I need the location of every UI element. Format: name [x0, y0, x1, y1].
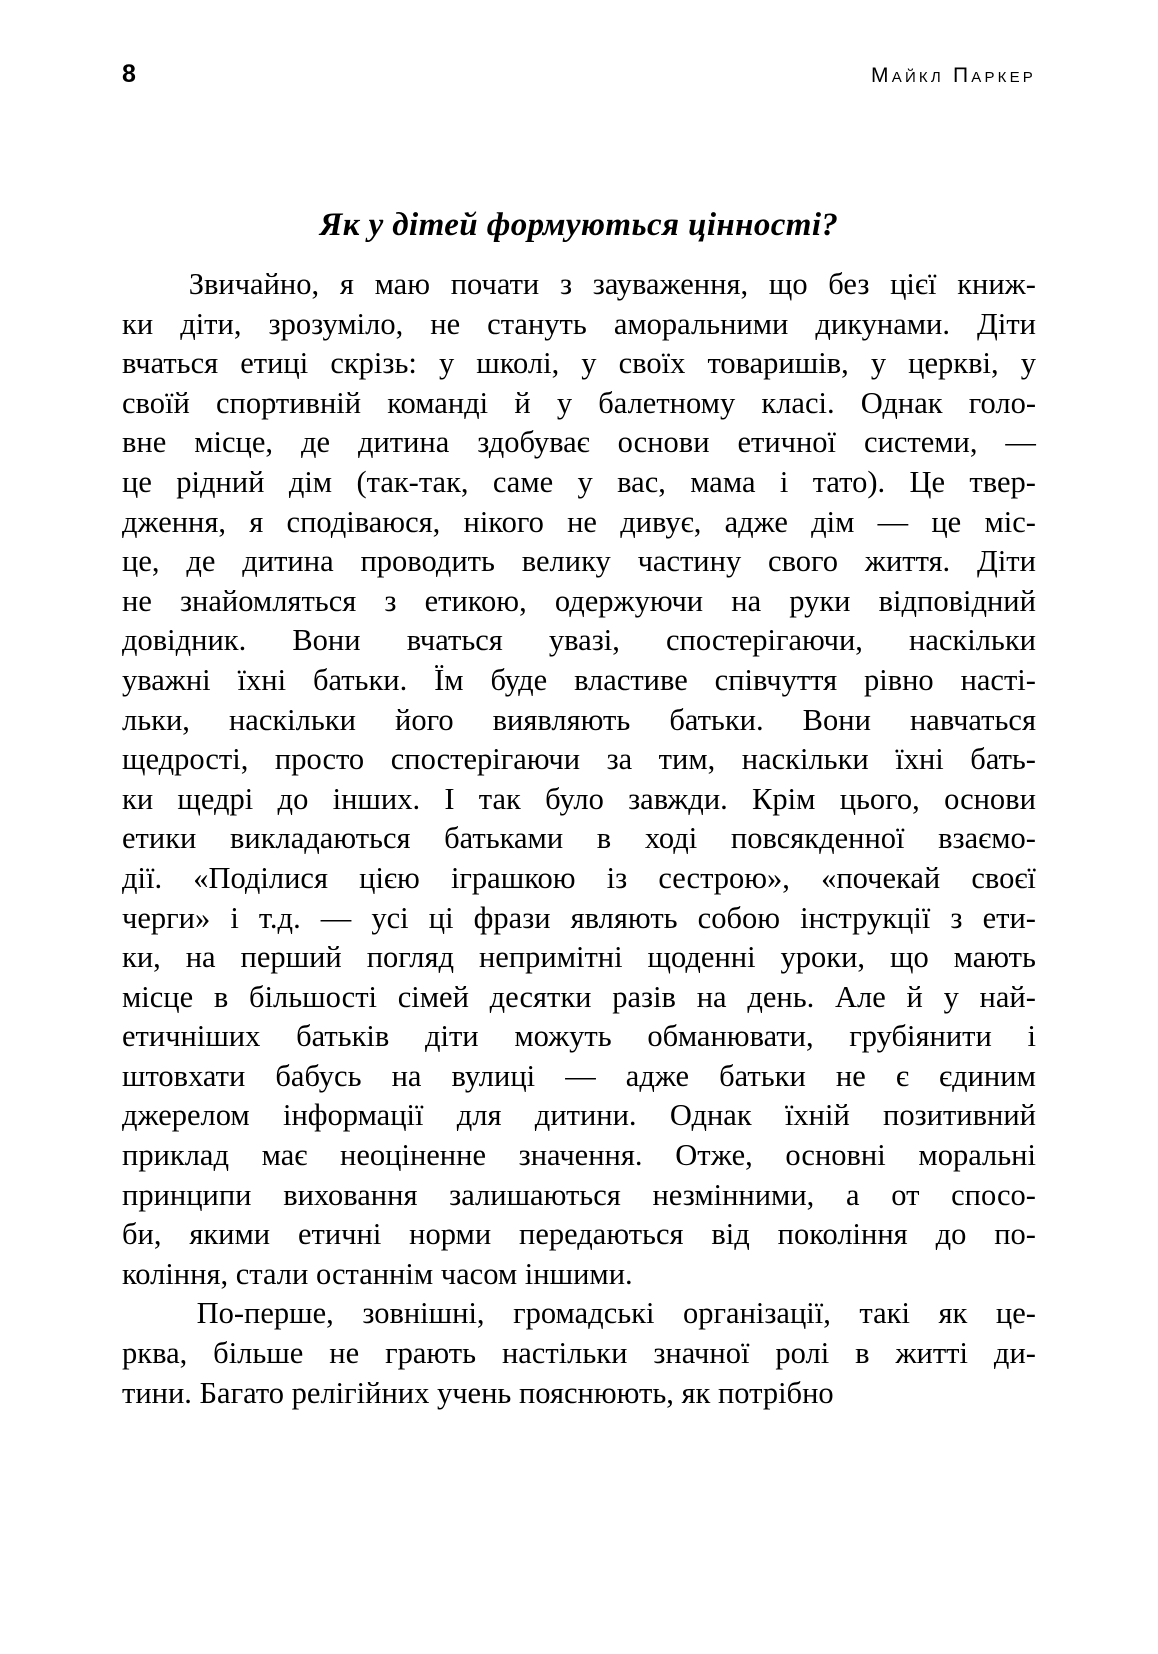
word: мають [953, 940, 1036, 975]
word: етичні [297, 1217, 382, 1252]
word: адже [625, 1058, 690, 1093]
running-head-author: Майкл Паркер [871, 64, 1036, 87]
text-line [122, 384, 1036, 424]
word: Але [834, 979, 886, 1014]
word: аморальними [613, 306, 789, 341]
word: повсякденної [730, 821, 905, 856]
word: для [456, 1098, 502, 1133]
word: було [545, 781, 604, 816]
word: погляд [366, 940, 455, 975]
word: інформації [282, 1098, 424, 1133]
word: десятки [489, 979, 592, 1014]
word: адже [724, 504, 788, 539]
word: бать- [970, 742, 1036, 777]
word: тато). [812, 464, 886, 499]
text-line [122, 1294, 1036, 1334]
body-text-block [122, 265, 1036, 1413]
word: довідник. [122, 623, 247, 658]
word: (так-так, [356, 464, 469, 499]
word: своїх [618, 346, 686, 381]
text-line [122, 621, 1036, 661]
word: передаються [519, 1217, 684, 1252]
text-line [122, 1176, 1036, 1216]
word: я [249, 504, 264, 539]
word: у [943, 979, 959, 1014]
word: школі, [476, 346, 560, 381]
text-line [122, 463, 1036, 503]
word: якими [189, 1217, 271, 1252]
word: одержуючи [554, 583, 704, 618]
word: дикунами. [815, 306, 950, 341]
word: обманювати, [647, 1019, 814, 1054]
word: тим, [658, 742, 716, 777]
word: батьки. [669, 702, 764, 737]
word: батьки. [312, 662, 408, 697]
word: не [835, 1058, 866, 1093]
word: балетному [598, 385, 736, 420]
text-line: коління, стали останнім часом іншими. [122, 1256, 633, 1291]
word: велику [521, 544, 611, 579]
word: Отже, [675, 1138, 753, 1173]
word: відповідний [878, 583, 1036, 618]
text-line [122, 1096, 1036, 1136]
word: це- [995, 1296, 1036, 1331]
word: взаємо- [938, 821, 1036, 856]
word: цією [359, 860, 420, 895]
word: штовхати [122, 1058, 246, 1093]
word: дім [288, 464, 333, 499]
text-line [122, 503, 1036, 543]
word: до [277, 781, 309, 816]
word: у [556, 385, 573, 420]
word: організації, [683, 1296, 831, 1331]
word: класі. [761, 385, 835, 420]
word: дитини. [534, 1098, 637, 1133]
word: грубіянити [849, 1019, 992, 1054]
word: де [186, 544, 216, 579]
word: насті- [960, 662, 1036, 697]
word: виховання [283, 1177, 418, 1212]
paragraph-1 [122, 265, 1036, 1294]
word: Це [909, 464, 946, 499]
word: зовнішні, [362, 1296, 485, 1331]
word: викладаються [229, 821, 411, 856]
word: основні [785, 1138, 886, 1173]
word: на [731, 583, 762, 618]
word: навчаться [909, 702, 1036, 737]
word: міс- [984, 504, 1036, 539]
word: що [768, 267, 808, 301]
word: їхні [237, 662, 287, 697]
word: дитина [357, 425, 450, 460]
word: з [559, 267, 573, 301]
word: єдиним [939, 1058, 1036, 1093]
text-line [122, 423, 1036, 463]
word: батьки [719, 1058, 806, 1093]
word: спостерігаючи [390, 742, 581, 777]
word: з [384, 583, 397, 618]
word: не [430, 306, 461, 341]
word: «Поділися [193, 860, 328, 895]
word: дім [811, 504, 855, 539]
word: з [950, 900, 963, 935]
word: Діти [977, 306, 1036, 341]
word: мама [690, 464, 756, 499]
word: значення. [518, 1138, 643, 1173]
word: дивує, [620, 504, 702, 539]
word: іграшкою [450, 860, 576, 895]
word: дження, [122, 504, 227, 539]
word: принципи [122, 1177, 252, 1212]
text-line [122, 819, 1036, 859]
word: уроки, [780, 940, 866, 975]
word: є [895, 1058, 909, 1093]
word: місце [122, 979, 194, 1014]
page-number: 8 [122, 60, 136, 88]
word: твер- [969, 464, 1036, 499]
word: на [185, 940, 216, 975]
word: вне [122, 425, 167, 460]
word: моральні [918, 1138, 1036, 1173]
word: де [300, 425, 330, 460]
word: непримітні [478, 940, 623, 975]
word: на [391, 1058, 422, 1093]
word: спостерігаючи, [665, 623, 863, 658]
word: можуть [514, 1019, 612, 1054]
text-line [122, 1057, 1036, 1097]
word: цієї [890, 267, 937, 301]
word: незмінними, [652, 1177, 815, 1212]
word: ролі [775, 1336, 830, 1371]
text-line [122, 542, 1036, 582]
word: у [581, 346, 597, 381]
word: вулиці [451, 1058, 536, 1093]
word: не [329, 1336, 360, 1371]
word: свого [768, 544, 839, 579]
paragraph-2 [122, 1294, 1036, 1413]
running-head [122, 62, 1036, 102]
word: дії. [122, 860, 163, 895]
word: — [877, 504, 909, 539]
word: — [320, 900, 352, 935]
word: значної [653, 1336, 750, 1371]
word: своїй [122, 385, 190, 420]
word: як [938, 1296, 968, 1331]
word: наскільки [741, 742, 869, 777]
word: спосо- [951, 1177, 1036, 1212]
text-line [122, 780, 1036, 820]
word: Вони [802, 702, 871, 737]
word: ки, [122, 940, 161, 975]
word: Крім [752, 781, 816, 816]
word: так [478, 781, 521, 816]
word: перший [240, 940, 342, 975]
word: сімей [397, 979, 469, 1014]
word: собою [697, 900, 780, 935]
word: разів [612, 979, 676, 1014]
word: що [889, 940, 929, 975]
text-line [122, 701, 1036, 741]
word: знайомляться [180, 583, 357, 618]
word: більше [213, 1336, 304, 1371]
word: день. [747, 979, 815, 1014]
word: має [261, 1138, 308, 1173]
text-line [122, 305, 1036, 345]
paragraph-indent [122, 265, 168, 305]
word: щедрості, [122, 742, 249, 777]
word: я [339, 267, 354, 301]
word: фрази [473, 900, 551, 935]
word: наскільки [909, 623, 1036, 658]
word: такі [859, 1296, 910, 1331]
word: більшості [249, 979, 378, 1014]
word: виявляють [492, 702, 631, 737]
word: їхні [895, 742, 944, 777]
word: і [1027, 1019, 1036, 1054]
word: грають [385, 1336, 476, 1371]
word: по- [994, 1217, 1036, 1252]
word: його [395, 702, 454, 737]
text-line [122, 859, 1036, 899]
word: уважні [122, 662, 211, 697]
word: етичніших [122, 1019, 261, 1054]
word: й [514, 385, 531, 420]
word: бабусь [275, 1058, 362, 1093]
word: залишаються [449, 1177, 621, 1212]
word: най- [979, 979, 1036, 1014]
word: громадські [513, 1296, 655, 1331]
word: маю [374, 267, 431, 301]
text-line [122, 265, 1036, 305]
word: із [606, 860, 628, 895]
word: батьків [296, 1019, 390, 1054]
word: дитина [242, 544, 334, 579]
word: Їм [434, 662, 464, 697]
word: вчаться [122, 346, 219, 381]
word: буде [490, 662, 548, 697]
word: сподіваюся, [286, 504, 441, 539]
word: голо- [968, 385, 1036, 420]
word: Звичайно, [188, 267, 320, 301]
word: би, [122, 1217, 162, 1252]
word: черги» [122, 900, 211, 935]
word: системи, [863, 425, 978, 460]
word: інших. [332, 781, 421, 816]
word: їхній [784, 1098, 850, 1133]
word: товаришів, [707, 346, 849, 381]
word: неоціненне [340, 1138, 486, 1173]
word: а [846, 1177, 860, 1212]
word: норми [409, 1217, 492, 1252]
word: за [606, 742, 633, 777]
word: спортивній [215, 385, 362, 420]
word: це, [122, 544, 160, 579]
word: скрізь: [330, 346, 417, 381]
text-line [122, 978, 1036, 1018]
word: у [870, 346, 887, 381]
word: щоденні [647, 940, 756, 975]
word: житті [895, 1336, 968, 1371]
word: етики [122, 821, 197, 856]
word: нікого [463, 504, 544, 539]
word: книж- [957, 267, 1036, 301]
word: основи [944, 781, 1036, 816]
word: По-перше, [196, 1296, 334, 1331]
word: і [779, 464, 789, 499]
word: ети- [982, 900, 1036, 935]
word: «почекай [821, 860, 941, 895]
word: команді [387, 385, 489, 420]
word: на [696, 979, 727, 1014]
word: завжди. [628, 781, 728, 816]
section-heading: Як у дітей формуються цінності? [319, 207, 839, 244]
word: у [577, 464, 593, 499]
text-line [122, 582, 1036, 622]
word: рівно [863, 662, 934, 697]
word: настільки [501, 1336, 628, 1371]
word: зрозуміло, [268, 306, 404, 341]
text-line [122, 1136, 1036, 1176]
word: в [596, 821, 612, 856]
word: і [230, 900, 239, 935]
word: властиве [574, 662, 688, 697]
word: щедрі [177, 781, 254, 816]
word: ході [644, 821, 698, 856]
word: вчаться [406, 623, 503, 658]
word: т.д. [258, 900, 301, 935]
word: й [906, 979, 923, 1014]
word: співчуття [714, 662, 838, 697]
word: стануть [487, 306, 587, 341]
word: Однак [669, 1098, 752, 1133]
word: ки [122, 781, 154, 816]
word: являють [570, 900, 678, 935]
word: батьками [444, 821, 564, 856]
word: просто [274, 742, 365, 777]
word: Вони [292, 623, 361, 658]
word: Діти [977, 544, 1036, 579]
word: не [122, 583, 152, 618]
word: це [931, 504, 962, 539]
word: приклад [122, 1138, 229, 1173]
text-line [122, 899, 1036, 939]
word: льки, [122, 702, 190, 737]
word: усі [371, 900, 409, 935]
word: позитивний [883, 1098, 1036, 1133]
word: до [935, 1217, 967, 1252]
word: — [565, 1058, 596, 1093]
word: І [444, 781, 455, 816]
word: от [891, 1177, 920, 1212]
word: етиці [240, 346, 309, 381]
word: частину [637, 544, 742, 579]
text-line [122, 1215, 1036, 1255]
word: цього, [839, 781, 920, 816]
word: у [1020, 346, 1036, 381]
word: джерелом [122, 1098, 250, 1133]
word: сестрою», [658, 860, 790, 895]
word: рква, [122, 1336, 188, 1371]
word: церкві, [908, 346, 999, 381]
text-line: тини. Багато релігійних учень пояснюють, як потрібно [122, 1375, 834, 1410]
paragraph-indent [122, 1294, 168, 1334]
word: у [438, 346, 455, 381]
word: ди- [993, 1336, 1036, 1371]
word: своєї [971, 860, 1036, 895]
text-line [122, 344, 1036, 384]
word: наскільки [228, 702, 356, 737]
word: покоління [777, 1217, 908, 1252]
word: без [828, 267, 870, 301]
word: це [122, 464, 152, 499]
word: рідний [176, 464, 265, 499]
word: проводить [360, 544, 495, 579]
word: руки [789, 583, 851, 618]
word: увазі, [548, 623, 620, 658]
word: вас, [617, 464, 666, 499]
word: — [1005, 425, 1036, 460]
text-line [122, 1017, 1036, 1057]
word: почати [450, 267, 540, 301]
word: місце, [194, 425, 273, 460]
word: в [213, 979, 229, 1014]
word: саме [492, 464, 554, 499]
text-line [122, 938, 1036, 978]
word: ки [122, 306, 154, 341]
word: інструкції [800, 900, 931, 935]
word: в [855, 1336, 870, 1371]
text-line [122, 740, 1036, 780]
word: не [567, 504, 597, 539]
word: життя. [864, 544, 951, 579]
word: Однак [860, 385, 943, 420]
word: діти [424, 1019, 479, 1054]
text-line [122, 1334, 1036, 1374]
word: від [711, 1217, 750, 1252]
word: здобуває [477, 425, 590, 460]
word: етичної [737, 425, 837, 460]
word: діти, [180, 306, 242, 341]
word: зауваження, [592, 267, 749, 301]
text-line [122, 661, 1036, 701]
word: ці [428, 900, 454, 935]
word: етикою, [424, 583, 527, 618]
word: основи [617, 425, 710, 460]
